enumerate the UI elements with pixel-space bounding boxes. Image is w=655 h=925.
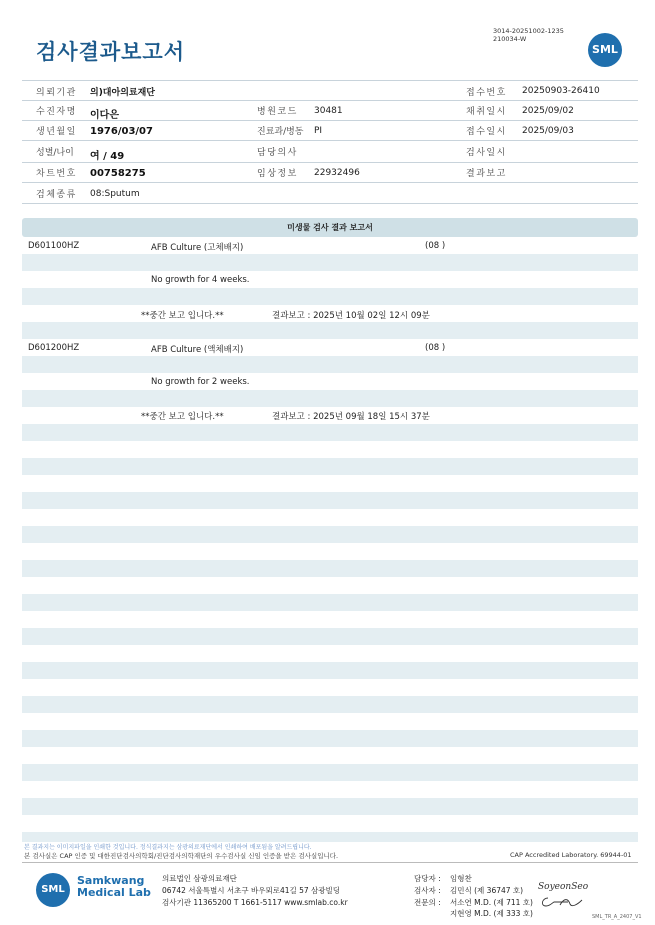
band	[22, 560, 638, 577]
label-doctor: 담당의사	[257, 148, 298, 158]
label-chart-no: 차트번호	[36, 169, 77, 179]
test-result: No growth for 4 weeks.	[151, 275, 250, 285]
label-receipt-date: 접수일시	[466, 127, 507, 137]
test-name: AFB Culture (액체배지)	[151, 345, 244, 355]
signature-1: SoyeonSeo	[538, 882, 589, 892]
report-title: 검사결과보고서	[36, 40, 186, 64]
certification-note: 본 검사실은 CAP 인증 및 대한진단검사의학회/진단검사의학재단의 우수검사실 신임 인증을 받은 검사실입니다.	[24, 852, 339, 860]
divider	[22, 162, 638, 163]
form-version: SML_TR_A_2407_V1	[592, 914, 642, 920]
test-code: D601100HZ	[28, 241, 80, 251]
report-time: 결과보고 : 2025년 10월 02일 12시 09분	[272, 311, 430, 321]
doc-no-line2: 210034-W	[493, 35, 527, 43]
divider	[22, 100, 638, 101]
staff-manager: 임형찬	[450, 874, 472, 883]
value-collection-date: 2025/09/02	[522, 106, 574, 116]
divider	[22, 120, 638, 121]
band	[22, 662, 638, 679]
label-result-report: 결과보고	[466, 169, 507, 179]
band	[22, 832, 638, 842]
band	[22, 288, 638, 305]
value-clinical-info: 22932496	[314, 168, 360, 178]
value-department: PI	[314, 126, 323, 136]
specimen-code: (08 )	[425, 343, 446, 353]
brand-name	[77, 875, 151, 899]
label-receipt-no: 접수번호	[466, 88, 507, 98]
value-sex-age: 여 / 49	[90, 151, 125, 162]
specimen-code: (08 )	[425, 241, 446, 251]
divider	[22, 203, 638, 204]
value-hospital-code: 30481	[314, 106, 343, 116]
staff-specialist-1: 서소연 M.D. (제 711 호)	[450, 898, 533, 907]
label-birthdate: 생년월일	[36, 127, 77, 137]
divider	[22, 182, 638, 183]
label-patient-name: 수진자명	[36, 107, 77, 117]
value-birthdate: 1976/03/07	[90, 126, 153, 137]
doc-no-line1: 3014-20251002-1235	[493, 27, 564, 35]
value-receipt-no: 20250903-26410	[522, 86, 600, 96]
test-result: No growth for 2 weeks.	[151, 377, 250, 387]
brand-line2: Medical Lab	[77, 886, 151, 899]
signature-2	[538, 894, 586, 910]
staff-tester: 김민식 (제 36747 호)	[450, 886, 524, 895]
band	[22, 356, 638, 373]
sml-logo: SML	[588, 33, 622, 67]
document-number	[493, 27, 564, 43]
band	[22, 492, 638, 509]
band	[22, 798, 638, 815]
divider	[22, 80, 638, 81]
band	[22, 594, 638, 611]
band	[22, 628, 638, 645]
band	[22, 390, 638, 407]
label-specimen: 검체종류	[36, 190, 77, 200]
label-collection-date: 채취일시	[466, 107, 507, 117]
value-patient-name: 이다은	[90, 110, 119, 121]
band	[22, 254, 638, 271]
test-code: D601200HZ	[28, 343, 80, 353]
value-specimen: 08:Sputum	[90, 189, 140, 199]
section-header: 미생물 검사 결과 보고서	[22, 218, 638, 237]
label-test-date: 검사일시	[466, 148, 507, 158]
footer-divider	[22, 862, 638, 863]
divider	[22, 140, 638, 141]
report-time: 결과보고 : 2025년 09월 18일 15시 37분	[272, 412, 430, 422]
label-department: 진료과/병동	[257, 127, 304, 137]
sml-footer-logo: SML	[36, 873, 70, 907]
value-chart-no: 00758275	[90, 168, 146, 179]
band	[22, 458, 638, 475]
cap-accreditation: CAP Accredited Laboratory. 69944-01	[510, 851, 632, 859]
band	[22, 764, 638, 781]
label-requester: 의뢰기관	[36, 88, 77, 98]
org-name: 의료법인 삼광의료재단	[162, 874, 237, 883]
org-contact: 검사기관 11365200 T 1661-5117 www.smlab.co.kr	[162, 898, 348, 907]
label-sex-age: 성별/나이	[36, 148, 74, 158]
interim-note: **중간 보고 입니다.**	[141, 412, 224, 422]
interim-note: **중간 보고 입니다.**	[141, 311, 224, 321]
org-address: 06742 서울특별시 서초구 바우뫼로41길 57 삼광빌딩	[162, 886, 341, 895]
label-clinical-info: 임상정보	[257, 169, 298, 179]
value-requester: 의)대아의료재단	[90, 88, 155, 98]
label-hospital-code: 병원코드	[257, 107, 298, 117]
band	[22, 322, 638, 339]
band	[22, 526, 638, 543]
staff-label-manager: 담당자 :	[414, 874, 441, 883]
brand-line1: Samkwang	[77, 874, 145, 887]
staff-specialist-2: 지현영 M.D. (제 333 호)	[450, 909, 533, 918]
staff-label-tester: 검사자 :	[414, 886, 441, 895]
test-name: AFB Culture (고체배지)	[151, 243, 244, 253]
print-notice: 본 결과지는 이미지파일을 인쇄한 것입니다. 정식결과지는 삼광의료재단에서 인쇄하여 배포됨을 알려드립니다.	[24, 844, 312, 851]
band	[22, 424, 638, 441]
band	[22, 696, 638, 713]
staff-label-specialist: 전문의 :	[414, 898, 441, 907]
band	[22, 730, 638, 747]
value-receipt-date: 2025/09/03	[522, 126, 574, 136]
